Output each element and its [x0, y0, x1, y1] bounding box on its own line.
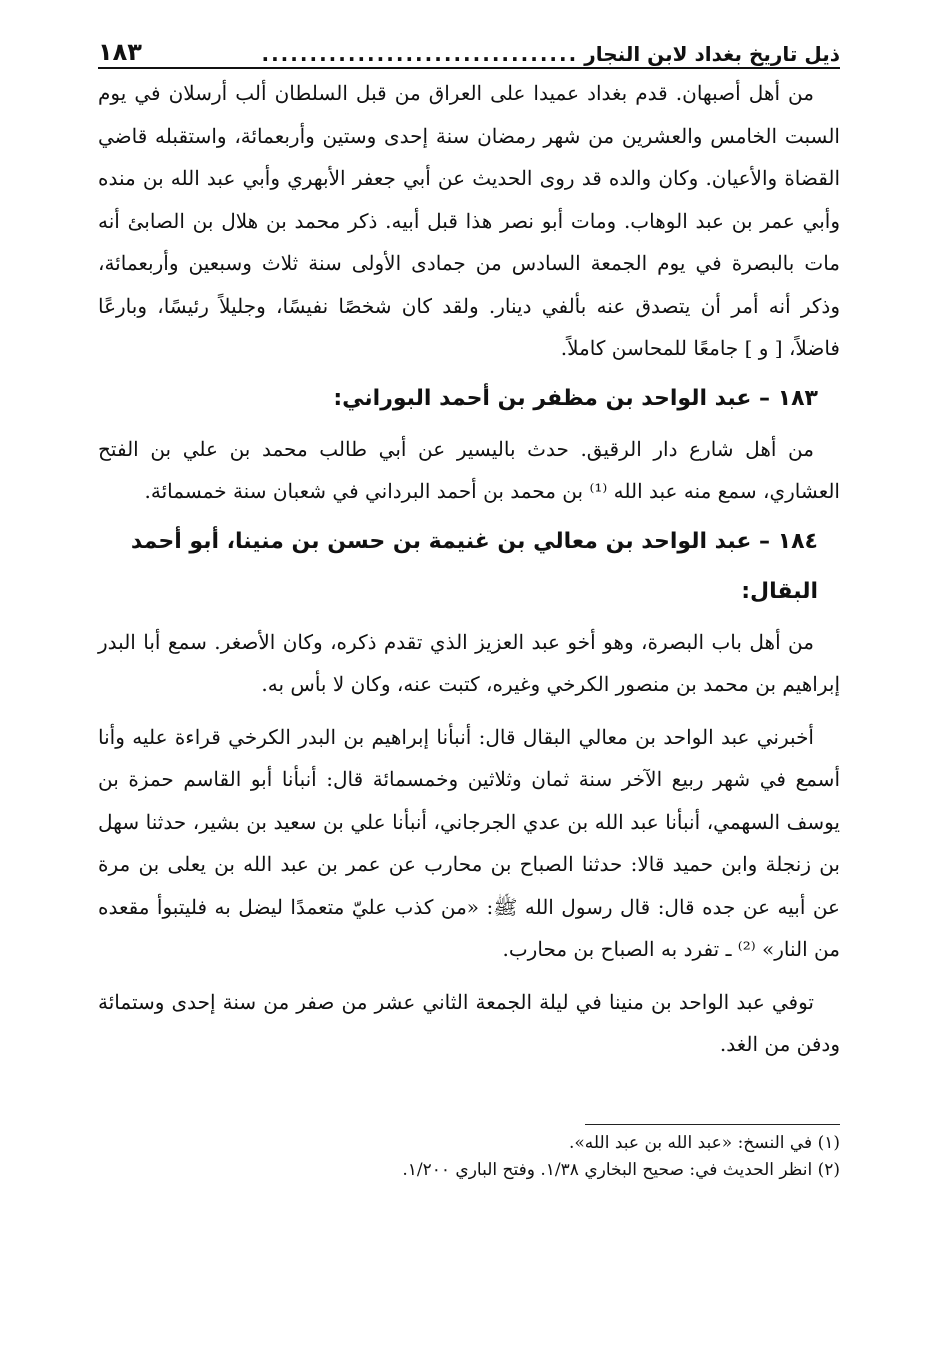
header-rule [98, 67, 840, 69]
entry-184-text-3: توفي عبد الواحد بن منينا في ليلة الجمعة الثاني عشر من صفر من سنة إحدى وستمائة ودفن من الغد. [98, 989, 840, 1056]
running-header [98, 26, 840, 66]
entry-183-text: من أهل شارع دار الرقيق. حدث باليسير عن أبي طالب محمد بن علي بن الفتح العشاري، سمع منه عبد الله ⁽¹⁾ بن محمد بن أحمد البرداني في شعبان سنة خمسمائة. [98, 436, 840, 503]
entry-heading-183: ١٨٣ – عبد الواحد بن مظفر بن أحمد البوراني: [333, 385, 818, 411]
page-number: ١٨٣ [98, 38, 142, 66]
entry-184-text-1: من أهل باب البصرة، وهو أخو عبد العزيز الذي تقدم ذكره، وكان الأصغر. سمع أبا البدر إبراهيم بن محمد بن منصور الكرخي وغيره، كتبت عنه، وكان لا بأس به. [98, 629, 840, 696]
main-text [98, 72, 840, 1066]
entry-184-text-2: أخبرني عبد الواحد بن معالي البقال قال: أنبأنا إبراهيم بن البدر الكرخي قراءة عليه وأنا أسمع في شهر ربيع الآخر سنة ثمان وثلاثين وخمسمائة قال: أنبأنا أبو القاسم حمزة بن يوسف السهمي، أنبأنا عبد الله بن عدي الجرجاني، أنبأنا علي بن سعيد بن بشير، حدثنا سهل بن زنجلة وابن حميد قالا: حدثنا الصباح بن محارب عن عمر بن عبد الله بن يعلى بن مرة عن أبيه عن جده قال: قال رسول الله ﷺ: «من كذب عليّ متعمدًا ليضل به فليتبوأ مقعده من النار» ⁽²⁾ ـ تفرد به الصباح بن محارب. [98, 724, 840, 961]
footnote-2: (٢) انظر الحديث في: صحيح البخاري ١/٣٨. وفتح الباري ١/٢٠٠. [402, 1160, 840, 1180]
paragraph-continued-entry: من أهل أصبهان. قدم بغداد عميدا على العراق من قبل السلطان ألب أرسلان في يوم السبت الخامس والعشرين من شهر رمضان سنة إحدى وستين وأربعمائة، واستقبله قاضي القضاة والأعيان. وكان والده قد روى الحديث عن أبي جعفر الأبهري وأبي عبد الله بن منده وأبي عمر بن عبد الوهاب. ومات أبو نصر هذا قبل أبيه. ذكر محمد بن هلال بن الصابئ أنه مات بالبصرة في يوم الجمعة السادس من جمادى الأولى سنة ثلاث وسبعين وأربعمائة، وذكر أنه أمر أن يتصدق عنه بألفي دينار. ولقد كان شخصًا نفيسًا، وجليلاً رئيسًا، وبارعًا فاضلاً، [ و ] جامعًا للمحاسن كاملاً. [98, 81, 840, 360]
footnote-separator [585, 1124, 840, 1125]
entry-heading-184: ١٨٤ – عبد الواحد بن معالي بن غنيمة بن حسن بن منينا، أبو أحمد البقال: [130, 528, 818, 604]
header-title: ذيل تاريخ بغداد لابن النجار [584, 42, 840, 66]
footnotes [98, 1130, 840, 1184]
header-dot-leader: ................................. [261, 42, 579, 66]
footnote-1: (١) في النسخ: «عبد الله بن عبد الله». [569, 1133, 840, 1153]
